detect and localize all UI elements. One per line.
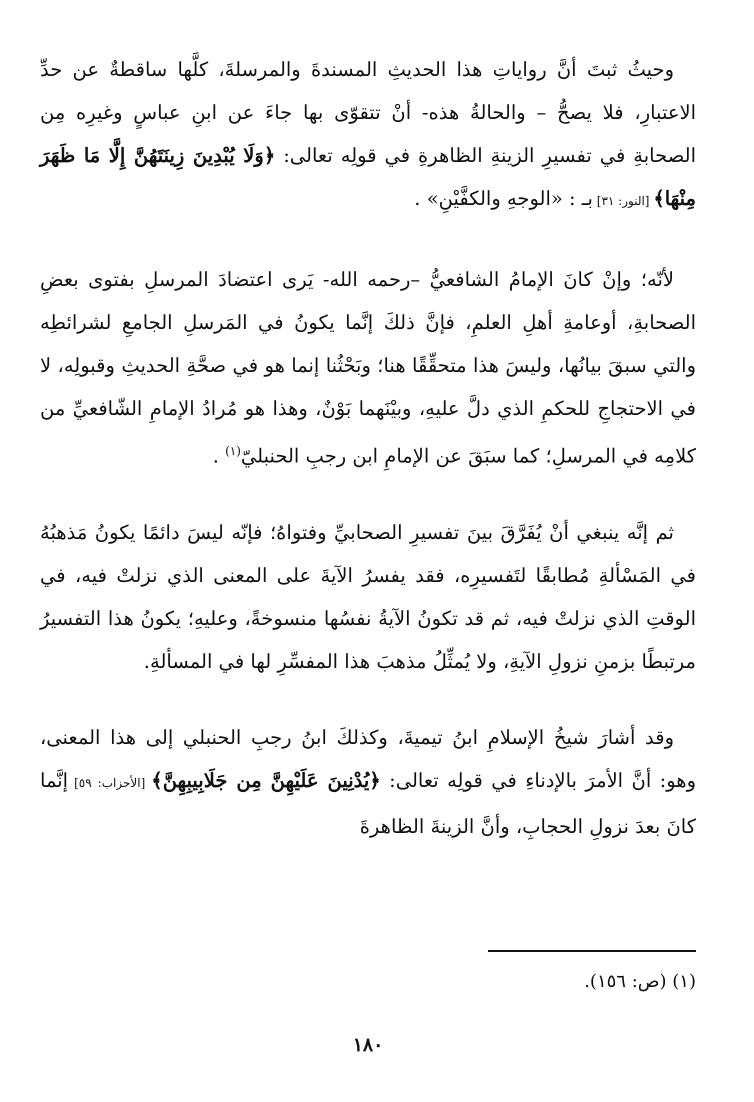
verse-reference-nur-31: [النور: ٣١] — [592, 194, 654, 208]
paragraph-4-text-a: وقد أشارَ شيخُ الإسلامِ ابنُ تيميةَ، وكذلكَ ابنُ رجبِ الحنبلي إلى هذا المعنى، وهو: أنَّ الأمرَ بالإدناءِ في قولِه تعالى: — [40, 725, 696, 792]
paragraph-2-text-a: لأنّه؛ وإنْ كانَ الإمامُ الشافعيُّ –رحمه الله- يَرى اعتضادَ المرسلِ بفتوى بعضِ الصحابةِ، أوعامةِ أهلِ العلمِ، فإنَّ ذلكَ إنَّما يكونُ في المَرسلِ الجامعِ لشرائطِه والتي سبقَ بيانُها، وليسَ هذا متحقِّقًا هنا؛ وبَحْثُنا إنما هو في صحَّةِ الحديثِ وقبولِه، لا في الاحتجاجِ للحكمِ الذي دلَّ عليهِ، وبيْنَهما بَوْنٌ، وهذا هو مُرادُ الإمامِ الشّافعيِّ من كلامِه في المرسلِ؛ كما سبَقَ عن الإمامِ ابن رجبِ الحنبليّ — [40, 268, 696, 468]
paragraph-1-text-a: وحيثُ ثبتَ أنَّ رواياتِ هذا الحديثِ المسندةَ والمرسلةَ، كلَّها ساقطةٌ عن حدِّ الاعتبارِ، فلا يصحُّ – والحالةُ هذه- أنْ تتقوّى بها جاءَ عن ابنِ عباسٍ وغيرِه مِن الصحابةِ في تفسيرِ الزينةِ الظاهرةِ في قولِه تعالى: — [40, 58, 696, 167]
quran-verse-nur-31: ﴿وَلَا يُبْدِينَ زِينَتَهُنَّ إِلَّا مَا ظَهَرَ مِنْهَا﴾ — [40, 144, 696, 210]
paragraph-3-text: ثم إنَّه ينبغي أنْ يُفَرَّقَ بينَ تفسيرِ الصحابيِّ وفتواهُ؛ فإنّه ليسَ دائمًا يكونُ مَذهبُهُ في المَسْألةِ مُطابقًا لتَفسيرِه، فقد يفسرُ الآيةَ على المعنى الذي نزلتْ فيه، في الوقتِ الذي نزلتْ فيه، ثم قد تكونُ الآيةُ نفسُها منسوخةً، وعليهِ؛ يكونُ هذا التفسيرُ مرتبطًا بزمنِ نزولِ الآيةِ، ولا يُمثِّلُ مذهبَ هذا المفسِّرِ لها في المسألةِ. — [40, 520, 696, 673]
paragraph-4 — [40, 716, 696, 848]
footnote-1: (١) (ص: ١٥٦). — [584, 971, 696, 992]
quran-verse-ahzab-59: ﴿يُدْنِينَ عَلَيْهِنَّ مِن جَلَابِيبِهِنَّ﴾ — [151, 768, 381, 792]
paragraph-1-text-b: بـ : «الوجهِ والكفَّيْنِ» . — [414, 187, 593, 210]
paragraph-3 — [40, 511, 696, 683]
verse-reference-ahzab-59: [الأحزاب: ٥٩] — [68, 775, 152, 790]
paragraph-4-text-b: إنَّما كانَ بعدَ نزولِ الحجابِ، وأنَّ الزينةَ الظاهرةَ — [40, 768, 696, 838]
document-page — [40, 48, 696, 1078]
paragraph-2 — [40, 258, 696, 478]
footnote-separator — [488, 950, 696, 952]
page-number: ١٨٠ — [352, 1034, 384, 1056]
paragraph-1 — [40, 48, 696, 223]
footnote-marker-1[interactable]: (١) — [225, 444, 241, 458]
paragraph-2-text-b: . — [212, 444, 226, 468]
